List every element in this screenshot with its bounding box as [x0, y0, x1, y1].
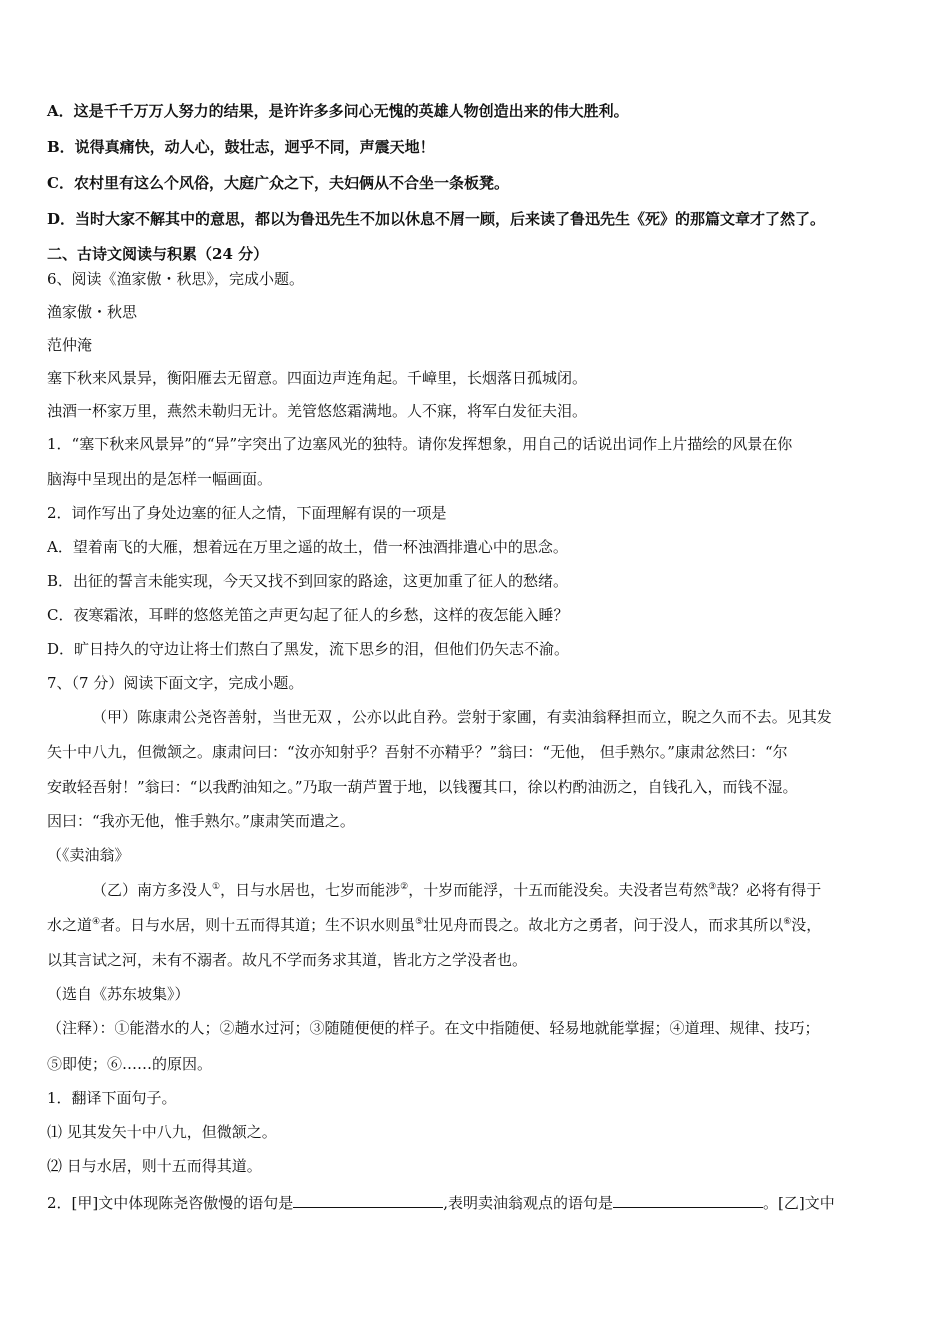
passage-jia-line: 矢十中八九，但微颔之。康肃问曰：“汝亦知射乎？吾射不亦精乎？”翁曰：“无他， 但手熟尔。”康肃忿然曰：“尔	[47, 743, 788, 761]
poem-title: 渔家傲・秋思	[47, 303, 138, 321]
notes-line1: （注释）：①能潜水的人；②趟水过河；③随随便便的样子。在文中指随便、轻易地就能掌握；④道理、规律、技巧；	[47, 1019, 820, 1037]
footnote-marker: ①	[212, 882, 221, 892]
footnote-marker: ②	[400, 882, 409, 892]
q6-intro: 6、阅读《渔家傲・秋思》，完成小题。	[47, 270, 305, 288]
passage-jia-source: （《卖油翁》	[47, 846, 130, 864]
footnote-marker: ⑤	[415, 917, 424, 927]
footnote-marker: ④	[92, 917, 101, 927]
passage-yi-line: 水之道④者。日与水居，则十五而得其道；生不识水则虽⑤壮见舟而畏之。故北方之勇者，问于没人，而求其所以⑥没，	[47, 916, 822, 934]
footnote-marker: ③	[708, 882, 717, 892]
q7-intro: 7、（7 分）阅读下面文字，完成小题。	[47, 674, 304, 692]
footnote-marker: ⑥	[783, 917, 792, 927]
notes-line2: ⑤即使；⑥……的原因。	[47, 1055, 213, 1073]
q6-sub1-line2: 脑海中呈现出的是怎样一幅画面。	[47, 470, 273, 488]
q6-sub2-option-d: D．旷日持久的守边让将士们熬白了黑发，流下思乡的泪，但他们仍矢志不渝。	[47, 640, 570, 658]
q5-option-c: C．农村里有这么个风俗，大庭广众之下，夫妇俩从不合坐一条板凳。	[47, 174, 509, 192]
q6-sub1-line1: 1．“塞下秋来风景异”的“异”字突出了边塞风光的独特。请你发挥想象，用自己的话说出词作上片描绘的风景在你	[47, 435, 793, 453]
q5-option-d: D．当时大家不解其中的意思，都以为鲁迅先生不加以休息不屑一顾，后来读了鲁迅先生《死》的那篇文章才了然了。	[47, 210, 826, 228]
passage-yi-line: （乙）南方多没人①，日与水居也，七岁而能涉②，十岁而能浮，十五而能没矣。夫没者岂苟然③哉？必将有得于	[92, 881, 822, 899]
q5-option-a: A．这是千千万万人努力的结果，是许许多多问心无愧的英雄人物创造出来的伟大胜利。	[47, 102, 629, 120]
poem-line: 塞下秋来风景异，衡阳雁去无留意。四面边声连角起。千嶂里，长烟落日孤城闭。	[47, 369, 588, 387]
answer-blank[interactable]	[293, 1193, 443, 1208]
q7-sub1-item: ⑵ 日与水居，则十五而得其道。	[47, 1157, 262, 1175]
passage-jia-line: （甲）陈康肃公尧咨善射，当世无双 ，公亦以此自矜。尝射于家圃，有卖油翁释担而立，睨之久而不去。见其发	[92, 708, 832, 726]
passage-jia-line: 因曰：“我亦无他，惟手熟尔。”康肃笑而遣之。	[47, 812, 355, 830]
poem-line: 浊酒一杯家万里，燕然未勒归无计。羌管悠悠霜满地。人不寐，将军白发征夫泪。	[47, 402, 588, 420]
q7-sub1-item: ⑴ 见其发矢十中八九，但微颔之。	[47, 1123, 277, 1141]
section2-heading: 二、古诗文阅读与积累（24 分）	[47, 245, 269, 263]
q7-sub1: 1．翻译下面句子。	[47, 1089, 177, 1107]
passage-yi-source: （选自《苏东坡集》）	[47, 985, 190, 1003]
q6-sub2: 2．词作写出了身处边塞的征人之情，下面理解有误的一项是	[47, 504, 447, 522]
passage-yi-line: 以其言试之河，未有不溺者。故凡不学而务求其道，皆北方之学没者也。	[47, 951, 528, 969]
q6-sub2-option-c: C．夜寒霜浓，耳畔的悠悠羌笛之声更勾起了征人的乡愁，这样的夜怎能入睡？	[47, 606, 569, 624]
q6-sub2-option-a: A．望着南飞的大雁，想着远在万里之遥的故土，借一杯浊酒排遣心中的思念。	[47, 538, 568, 556]
q5-option-b: B．说得真痛快，动人心，鼓壮志，迥乎不同，声震天地！	[47, 138, 435, 156]
poem-author: 范仲淹	[47, 336, 93, 354]
q6-sub2-option-b: B．出征的誓言未能实现，今天又找不到回家的路途，这更加重了征人的愁绪。	[47, 572, 569, 590]
passage-jia-line: 安敢轻吾射！”翁曰：“以我酌油知之。”乃取一葫芦置于地，以钱覆其口，徐以杓酌油沥之，自钱孔入，而钱不湿。	[47, 778, 798, 796]
q7-sub2: 2．[甲]文中体现陈尧咨傲慢的语句是 ,表明卖油翁观点的语句是 。[乙]文中	[47, 1194, 835, 1212]
answer-blank[interactable]	[613, 1193, 763, 1208]
document-page	[47, 96, 909, 1211]
